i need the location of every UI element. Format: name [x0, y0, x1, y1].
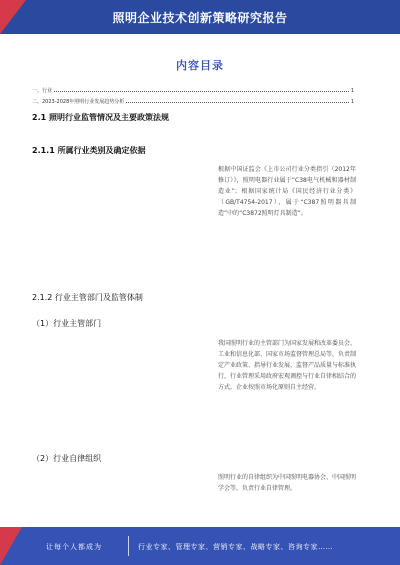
- toc-title: 内容目录: [176, 59, 224, 72]
- footer-accent: [0, 527, 22, 565]
- toc-entry-text: 二、2023-2028年照明行业发展趋势分析: [32, 99, 125, 105]
- sub-heading: （2）行业自律组织: [32, 454, 102, 463]
- toc-entry-text: 一、行业: [32, 88, 53, 94]
- page-header: [0, 0, 400, 34]
- section-heading: 2.1 照明行业监管情况及主要政策法规: [32, 113, 169, 122]
- toc-leader-dots: [54, 91, 349, 92]
- toc-leader-dots: [126, 102, 349, 103]
- subsection-heading: 2.1.1 所属行业类别及确定依据: [32, 146, 146, 155]
- body-paragraph: 照明行业的自律组织为中国照明电器协会、中国照明学会等，负责行业自律管理。: [218, 474, 357, 492]
- header-accent: [0, 0, 26, 34]
- toc-entry-page: 1: [350, 99, 354, 105]
- body-paragraph: 我国照明行业的主管部门为国家发展和改革委员会、工业和信息化部、国家市场监督管理总局等，负责制定产业政策、指导行业发展、监督产品质量与标准执行，行业管理采用政府宏观调控与行业自律相结合的方式，企业按照市场化原则自主经营。: [218, 340, 357, 391]
- toc-entry[interactable]: [32, 84, 354, 94]
- footer-divider: [128, 536, 129, 556]
- toc-entry[interactable]: [32, 95, 354, 105]
- body-paragraph: 根据中国证监会《上市公司行业分类指引（2012年修订）》，照明电器行业属于“C38电气机械和器材制造业”；根据国家统计局《国民经济行业分类》（GB/T4754-2017），属于“C387照明器具制造”中的“C3872照明灯具制造”。: [218, 166, 356, 217]
- toc-entry-page: 1: [350, 88, 354, 94]
- sub-heading: （1）行业主管部门: [32, 319, 102, 328]
- report-title: 照明企业技术创新策略研究报告: [112, 10, 288, 25]
- subsection-heading: 2.1.2 行业主管部门及监管体制: [32, 293, 143, 302]
- footer-tagline: 行业专家、管理专家、营销专家、战略专家、咨询专家……: [138, 543, 333, 551]
- footer-slogan: 让每个人都成为: [46, 543, 102, 551]
